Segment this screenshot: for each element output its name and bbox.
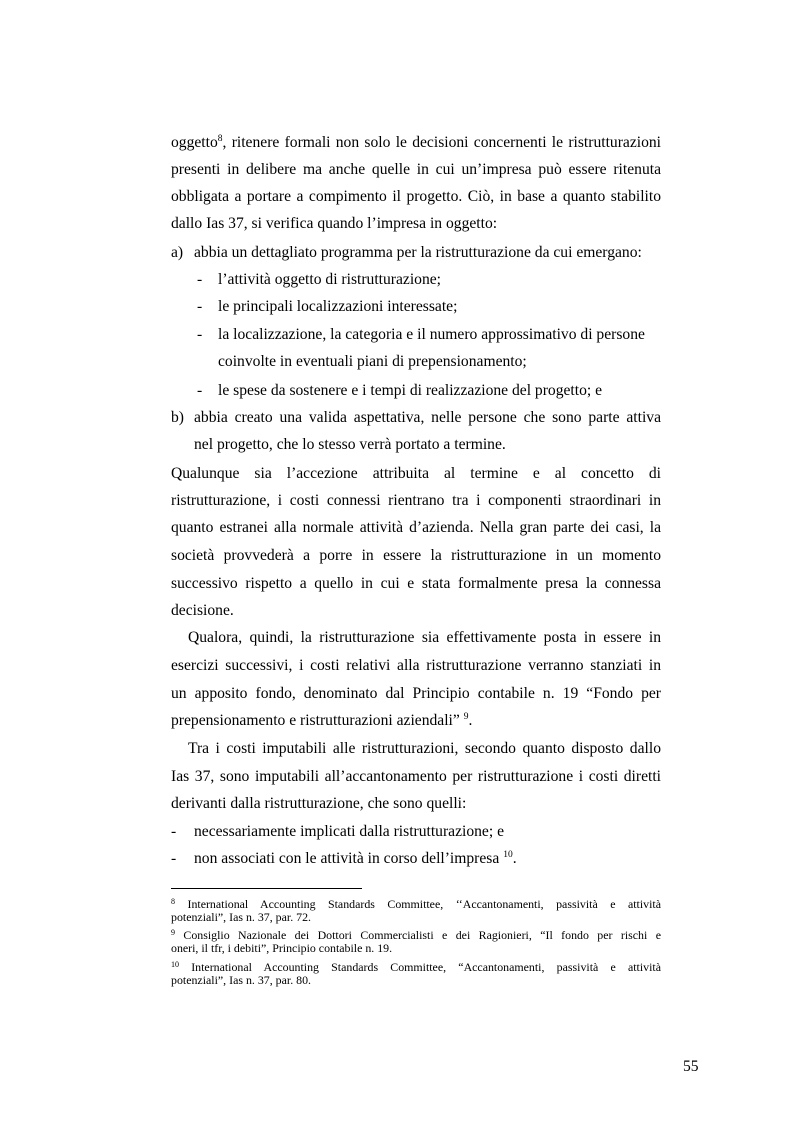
footnote-ref-8[interactable]: 8 bbox=[217, 134, 223, 144]
footnote-number: 8 bbox=[171, 897, 175, 906]
body-line: presenti in delibere ma anche quelle in cui un’impresa può essere ritenuta bbox=[171, 161, 661, 178]
sub-list-text: la localizzazione, la categoria e il numero approssimativo di persone bbox=[218, 326, 645, 343]
footnote-9 bbox=[171, 929, 661, 955]
body-line: obbligata a portare a compimento il progetto. Ciò, in base a quanto stabilito bbox=[171, 188, 661, 205]
footnote-number: 10 bbox=[171, 960, 179, 969]
footnote-line: oneri, il tfr, i debiti”, Principio contabile n. 19. bbox=[171, 941, 393, 955]
list-item-text bbox=[194, 849, 517, 869]
body-line: successivo rispetto a quello in cui e stata formalmente presa la connessa bbox=[171, 575, 661, 592]
footnote-number: 9 bbox=[171, 928, 175, 937]
body-line: decisione. bbox=[171, 602, 234, 619]
body-line: Ias 37, sono imputabili all’accantonamento per ristrutturazione i costi diretti bbox=[171, 768, 661, 785]
page-number: 55 bbox=[683, 1058, 699, 1075]
body-line: società provvederà a porre in essere la ristrutturazione in un momento bbox=[171, 547, 661, 564]
footnote-text: Consiglio Nazionale dei Dottori Commercialisti e dei Ragionieri, “Il fondo per rischi e bbox=[183, 928, 661, 942]
list-item-text: abbia un dettagliato programma per la ristrutturazione da cui emergano: bbox=[194, 244, 642, 261]
dash-marker: - bbox=[197, 382, 203, 399]
body-line: esercizi successivi, i costi relativi alla ristrutturazione verranno stanziati in bbox=[171, 657, 661, 674]
body-line bbox=[171, 711, 661, 731]
dash-marker: - bbox=[197, 298, 203, 315]
sub-list-text: coinvolte in eventuali piani di prepensionamento; bbox=[218, 353, 527, 370]
dash-marker: - bbox=[197, 271, 203, 288]
footnote-separator bbox=[171, 888, 362, 889]
footnote-line: potenziali”, Ias n. 37, par. 80. bbox=[171, 973, 312, 987]
body-line: Qualora, quindi, la ristrutturazione sia effettivamente posta in essere in bbox=[188, 629, 661, 646]
body-line: ristrutturazione, i costi connessi rientrano tra i componenti straordinari in bbox=[171, 492, 661, 509]
body-line: Qualunque sia l’accezione attribuita al termine e al concetto di bbox=[171, 465, 661, 482]
dash-marker: - bbox=[171, 823, 177, 840]
text-span: , ritenere formali non solo le decisioni concernenti le ristrutturazioni bbox=[222, 134, 661, 151]
text-span: . bbox=[468, 712, 473, 729]
sub-list-text: le principali localizzazioni interessate; bbox=[218, 298, 458, 315]
list-item-text: nel progetto, che lo stesso verrà portato a termine. bbox=[194, 436, 506, 453]
sub-list-text: le spese da sostenere e i tempi di realizzazione del progetto; e bbox=[218, 382, 603, 399]
body-line: un apposito fondo, denominato dal Principio contabile n. 19 “Fondo per bbox=[171, 685, 661, 702]
body-line: derivanti dalla ristrutturazione, che sono quelli: bbox=[171, 795, 467, 812]
body-line: quanto estranei alla normale attività d’azienda. Nella gran parte dei casi, la bbox=[171, 519, 661, 536]
footnote-text: International Accounting Standards Committee, ‘‘Accantonamenti, passività e attività bbox=[187, 897, 661, 911]
footnote-10 bbox=[171, 961, 661, 987]
body-line: Tra i costi imputabili alle ristrutturazioni, secondo quanto disposto dallo bbox=[188, 740, 661, 757]
text-span: non associati con le attività in corso dell’impresa bbox=[194, 850, 504, 867]
text-span: prepensionamento e ristrutturazioni aziendali” bbox=[171, 712, 464, 729]
footnote-line: potenziali”, Ias n. 37, par. 72. bbox=[171, 910, 312, 924]
body-line bbox=[171, 133, 661, 153]
text-span: oggetto bbox=[171, 134, 218, 151]
list-marker: b) bbox=[171, 409, 184, 426]
footnote-text: International Accounting Standards Committee, “Accantonamenti, passività e attività bbox=[191, 960, 661, 974]
text-span: . bbox=[512, 850, 517, 867]
body-line: dallo Ias 37, si verifica quando l’impresa in oggetto: bbox=[171, 215, 498, 232]
footnote-8 bbox=[171, 898, 661, 924]
footnote-ref-10[interactable]: 10 bbox=[503, 850, 513, 860]
list-item-text: abbia creato una valida aspettativa, nelle persone che sono parte attiva bbox=[194, 409, 661, 426]
footnote-ref-9[interactable]: 9 bbox=[463, 712, 469, 722]
dash-marker: - bbox=[171, 850, 177, 867]
list-item-text: necessariamente implicati dalla ristrutturazione; e bbox=[194, 823, 505, 840]
sub-list-text: l’attività oggetto di ristrutturazione; bbox=[218, 271, 442, 288]
dash-marker: - bbox=[197, 326, 203, 343]
list-marker: a) bbox=[171, 244, 184, 261]
